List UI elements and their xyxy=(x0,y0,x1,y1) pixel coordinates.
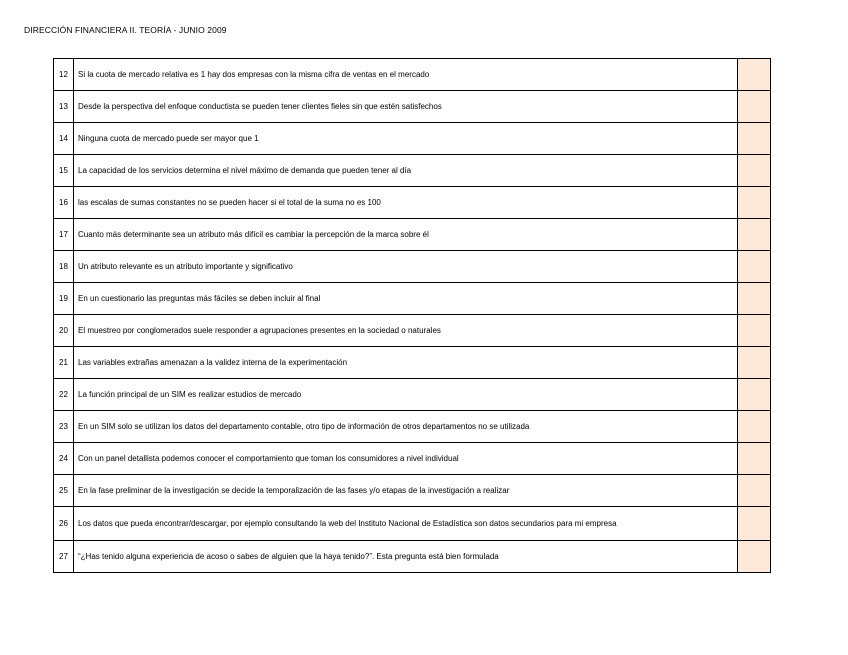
question-text: El muestreo por conglomerados suele responder a agrupaciones presentes en la sociedad o naturales xyxy=(74,315,738,347)
table-row xyxy=(54,283,771,315)
question-number: 23 xyxy=(54,411,74,443)
question-number: 15 xyxy=(54,155,74,187)
table-row xyxy=(54,251,771,283)
question-number: 13 xyxy=(54,91,74,123)
question-text: Con un panel detallista podemos conocer el comportamiento que toman los consumidores a nivel individual xyxy=(74,443,738,475)
question-text: Un atributo relevante es un atributo importante y significativo xyxy=(74,251,738,283)
answer-cell[interactable] xyxy=(738,411,771,443)
table-row xyxy=(54,59,771,91)
answer-cell[interactable] xyxy=(738,155,771,187)
table-row xyxy=(54,541,771,573)
question-number: 17 xyxy=(54,219,74,251)
table-row xyxy=(54,347,771,379)
question-number: 26 xyxy=(54,507,74,541)
question-number: 16 xyxy=(54,187,74,219)
question-text: Ninguna cuota de mercado puede ser mayor que 1 xyxy=(74,123,738,155)
answer-cell[interactable] xyxy=(738,541,771,573)
question-number: 20 xyxy=(54,315,74,347)
question-number: 25 xyxy=(54,475,74,507)
question-text: Los datos que pueda encontrar/descargar, por ejemplo consultando la web del Instituto Nacional de Estadística son datos secundarios para mi empresa xyxy=(74,507,738,541)
answer-cell[interactable] xyxy=(738,443,771,475)
question-text: Las variables extrañas amenazan a la validez interna de la experimentación xyxy=(74,347,738,379)
question-text: En un SIM solo se utilizan los datos del departamento contable, otro tipo de información de otros departamentos no se utilizada xyxy=(74,411,738,443)
question-number: 27 xyxy=(54,541,74,573)
questions-table xyxy=(53,58,771,573)
question-number: 21 xyxy=(54,347,74,379)
question-number: 12 xyxy=(54,59,74,91)
question-text: Cuanto más determinante sea un atributo más difícil es cambiar la percepción de la marca sobre él xyxy=(74,219,738,251)
question-number: 24 xyxy=(54,443,74,475)
table-row xyxy=(54,155,771,187)
table-row xyxy=(54,443,771,475)
question-text: En la fase preliminar de la investigación se decide la temporalización de las fases y/o etapas de la investigación a realizar xyxy=(74,475,738,507)
table-row xyxy=(54,315,771,347)
question-text: La función principal de un SIM es realizar estudios de mercado xyxy=(74,379,738,411)
question-text: “¿Has tenido alguna experiencia de acoso o sabes de alguien que la haya tenido?”. Esta pregunta está bien formulada xyxy=(74,541,738,573)
table-row xyxy=(54,379,771,411)
question-number: 22 xyxy=(54,379,74,411)
answer-cell[interactable] xyxy=(738,315,771,347)
question-text: Desde la perspectiva del enfoque conductista se pueden tener clientes fieles sin que estén satisfechos xyxy=(74,91,738,123)
answer-cell[interactable] xyxy=(738,507,771,541)
answer-cell[interactable] xyxy=(738,219,771,251)
question-text: En un cuestionario las preguntas más fáciles se deben incluir al final xyxy=(74,283,738,315)
question-number: 14 xyxy=(54,123,74,155)
table-row xyxy=(54,187,771,219)
answer-cell[interactable] xyxy=(738,475,771,507)
question-text: La capacidad de los servicios determina el nivel máximo de demanda que pueden tener al día xyxy=(74,155,738,187)
answer-cell[interactable] xyxy=(738,379,771,411)
document-title: DIRECCIÓN FINANCIERA II. TEORÍA - JUNIO 2009 xyxy=(24,25,227,35)
answer-cell[interactable] xyxy=(738,59,771,91)
table-row xyxy=(54,123,771,155)
answer-cell[interactable] xyxy=(738,123,771,155)
answer-cell[interactable] xyxy=(738,187,771,219)
table-row xyxy=(54,507,771,541)
question-text: Si la cuota de mercado relativa es 1 hay dos empresas con la misma cifra de ventas en el mercado xyxy=(74,59,738,91)
answer-cell[interactable] xyxy=(738,347,771,379)
question-number: 19 xyxy=(54,283,74,315)
answer-cell[interactable] xyxy=(738,283,771,315)
table-row xyxy=(54,219,771,251)
answer-cell[interactable] xyxy=(738,91,771,123)
question-text: las escalas de sumas constantes no se pueden hacer si el total de la suma no es 100 xyxy=(74,187,738,219)
question-number: 18 xyxy=(54,251,74,283)
table-row xyxy=(54,411,771,443)
table-row xyxy=(54,475,771,507)
answer-cell[interactable] xyxy=(738,251,771,283)
table-row xyxy=(54,91,771,123)
